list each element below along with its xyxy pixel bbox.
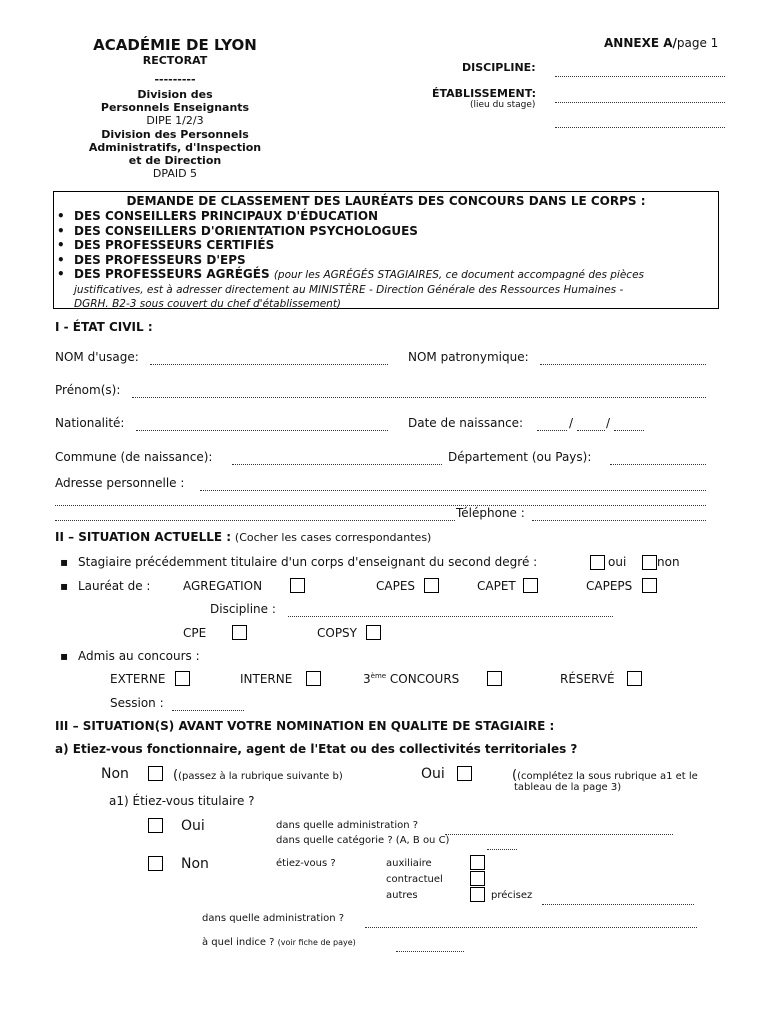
fonctionnaire-oui-checkbox[interactable] xyxy=(457,766,472,781)
etablissement-field[interactable] xyxy=(555,88,725,103)
lieu-stage-note: (lieu du stage) xyxy=(470,100,536,110)
box-item: • DES CONSEILLERS D'ORIENTATION PSYCHOLOGUES xyxy=(54,224,718,239)
troisieme-concours-label: 3ème CONCOURS xyxy=(363,672,460,686)
box-note-line3: DGRH. B2-3 sous couvert du chef d'établissement) xyxy=(74,297,342,310)
indice-label: à quel indice ? (voir fiche de paye) xyxy=(202,937,356,948)
precisez-label: précisez xyxy=(491,890,533,901)
nationalite-field[interactable] xyxy=(136,416,388,431)
box-item: • DES PROFESSEURS CERTIFIÉS xyxy=(54,238,718,253)
box-item: • DES PROFESSEURS D'EPS xyxy=(54,253,718,268)
question-a: a) Etiez-vous fonctionnaire, agent de l'Etat ou des collectivités territoriales ? xyxy=(55,742,578,756)
quelle-cat-label: dans quelle catégorie ? (A, B ou C) xyxy=(276,835,450,846)
discipline-label: DISCIPLINE: xyxy=(462,61,536,74)
discipline-field[interactable] xyxy=(555,62,725,77)
quelle-cat-field[interactable] xyxy=(487,835,517,850)
autres-checkbox[interactable] xyxy=(470,887,485,902)
externe-checkbox[interactable] xyxy=(175,671,190,686)
cpe-checkbox[interactable] xyxy=(232,625,247,640)
etablissement-field-2[interactable] xyxy=(555,113,725,128)
stagiaire-non-label: non xyxy=(657,555,680,569)
section1-title: I - ÉTAT CIVIL : xyxy=(55,320,153,334)
copsy-checkbox[interactable] xyxy=(366,625,381,640)
quelle-admin-label: dans quelle administration ? xyxy=(276,820,419,831)
date-sep: / xyxy=(606,416,611,430)
dpe-line2: Personnels Enseignants xyxy=(100,101,250,114)
nationalite-label: Nationalité: xyxy=(55,416,125,430)
nom-patro-label: NOM patronymique: xyxy=(408,350,529,364)
stagiaire-row: ▪ Stagiaire précédemment titulaire d'un corps d'enseignant du second degré : xyxy=(60,555,537,569)
oui2-label: Oui xyxy=(181,818,205,834)
admis-label: ▪ Admis au concours : xyxy=(60,649,200,663)
telephone-label: Téléphone : xyxy=(456,506,525,520)
copsy-label: COPSY xyxy=(317,626,358,640)
birth-day-field[interactable] xyxy=(537,416,567,431)
session-field[interactable] xyxy=(172,696,244,711)
completez-note: ((complétez la sous rubrique a1 et le xyxy=(512,768,698,783)
capet-label: CAPET xyxy=(477,579,516,593)
prenom-label: Prénom(s): xyxy=(55,383,121,397)
adresse-field-3[interactable] xyxy=(55,506,455,521)
fonctionnaire-non-checkbox[interactable] xyxy=(148,766,163,781)
titulaire-non-checkbox[interactable] xyxy=(148,856,163,871)
section3-title: III – SITUATION(S) AVANT VOTRE NOMINATION EN QUALITE DE STAGIAIRE : xyxy=(55,719,555,733)
annexe-label: ANNEXE A/page 1 xyxy=(604,36,719,50)
interne-checkbox[interactable] xyxy=(306,671,321,686)
rectorat-label: RECTORAT xyxy=(142,54,208,67)
nom-usage-label: NOM d'usage: xyxy=(55,350,139,364)
non2-label: Non xyxy=(181,856,209,872)
stagiaire-oui-label: oui xyxy=(608,555,627,569)
indice-field[interactable] xyxy=(396,937,464,952)
dans-admin-field[interactable] xyxy=(365,913,697,928)
departement-label: Département (ou Pays): xyxy=(448,450,592,464)
contractuel-label: contractuel xyxy=(386,874,443,885)
precisez-field[interactable] xyxy=(542,890,694,905)
adresse-field-1[interactable] xyxy=(200,476,706,491)
dans-admin-label: dans quelle administration ? xyxy=(202,913,345,924)
adresse-label: Adresse personnelle : xyxy=(55,476,185,490)
titulaire-oui-checkbox[interactable] xyxy=(148,818,163,833)
header-divider: --------- xyxy=(154,73,196,86)
birth-month-field[interactable] xyxy=(577,416,605,431)
departement-field[interactable] xyxy=(610,450,706,465)
dpaid-line2: Administratifs, d'Inspection xyxy=(88,141,262,154)
dpe-line1: Division des xyxy=(137,88,213,101)
stagiaire-oui-checkbox[interactable] xyxy=(590,555,605,570)
laureat-label: ▪ Lauréat de : xyxy=(60,579,150,593)
capes-label: CAPES xyxy=(376,579,416,593)
passez-note: ((passez à la rubrique suivante b) xyxy=(173,768,343,783)
dpaid-line3: et de Direction xyxy=(128,154,222,167)
interne-label: INTERNE xyxy=(240,672,293,686)
telephone-field[interactable] xyxy=(532,506,706,521)
reserve-checkbox[interactable] xyxy=(627,671,642,686)
etablissement-label: ÉTABLISSEMENT: xyxy=(432,87,536,100)
autres-label: autres xyxy=(386,890,418,901)
concours-box xyxy=(53,191,719,309)
agregation-checkbox[interactable] xyxy=(290,578,305,593)
capet-checkbox[interactable] xyxy=(523,578,538,593)
externe-label: EXTERNE xyxy=(110,672,166,686)
dpaid-line1: Division des Personnels xyxy=(101,128,249,141)
dpaid-label: DPAID 5 xyxy=(152,167,198,180)
auxiliaire-label: auxiliaire xyxy=(386,858,432,869)
adresse-field-2[interactable] xyxy=(55,491,706,506)
capeps-label: CAPEPS xyxy=(586,579,633,593)
cpe-label: CPE xyxy=(183,626,207,640)
discipline2-label: Discipline : xyxy=(210,602,276,616)
reserve-label: RÉSERVÉ xyxy=(560,672,615,686)
box-item: • DES CONSEILLERS PRINCIPAUX D'ÉDUCATION xyxy=(54,209,718,224)
nom-patro-field[interactable] xyxy=(540,350,706,365)
agregation-label: AGREGATION xyxy=(183,579,263,593)
date-naissance-label: Date de naissance: xyxy=(408,416,524,430)
commune-field[interactable] xyxy=(232,450,442,465)
prenom-field[interactable] xyxy=(132,383,706,398)
quelle-admin-field[interactable] xyxy=(445,820,673,835)
oui-label: Oui xyxy=(421,766,445,782)
birth-year-field[interactable] xyxy=(614,416,644,431)
contractuel-checkbox[interactable] xyxy=(470,871,485,886)
stagiaire-non-checkbox[interactable] xyxy=(642,555,657,570)
capeps-checkbox[interactable] xyxy=(642,578,657,593)
academie-title: ACADÉMIE DE LYON xyxy=(93,36,257,54)
box-title: DEMANDE DE CLASSEMENT DES LAURÉATS DES CONCOURS DANS LE CORPS : xyxy=(126,194,646,208)
section2-title: II – SITUATION ACTUELLE : (Cocher les cases correspondantes) xyxy=(55,530,432,544)
auxiliaire-checkbox[interactable] xyxy=(470,855,485,870)
session-label: Session : xyxy=(110,696,164,710)
capes-checkbox[interactable] xyxy=(424,578,439,593)
nom-usage-field[interactable] xyxy=(150,350,388,365)
etiez-label: étiez-vous ? xyxy=(276,858,336,869)
box-item-agreges: • DES PROFESSEURS AGRÉGÉS (pour les AGRÉGÉS STAGIAIRES, ce document accompagné des pièces xyxy=(54,267,718,283)
commune-label: Commune (de naissance): xyxy=(55,450,213,464)
date-sep: / xyxy=(569,416,574,430)
completez-note-2: tableau de la page 3) xyxy=(514,782,622,793)
troisieme-concours-checkbox[interactable] xyxy=(487,671,502,686)
non-label: Non xyxy=(101,766,129,782)
box-note-line2: justificatives, est à adresser directement au MINISTÈRE - Direction Générale des Ressources Humaines - xyxy=(74,283,624,296)
a1-question: a1) Étiez-vous titulaire ? xyxy=(109,794,255,808)
dipe-label: DIPE 1/2/3 xyxy=(146,114,204,127)
discipline2-field[interactable] xyxy=(288,602,613,617)
